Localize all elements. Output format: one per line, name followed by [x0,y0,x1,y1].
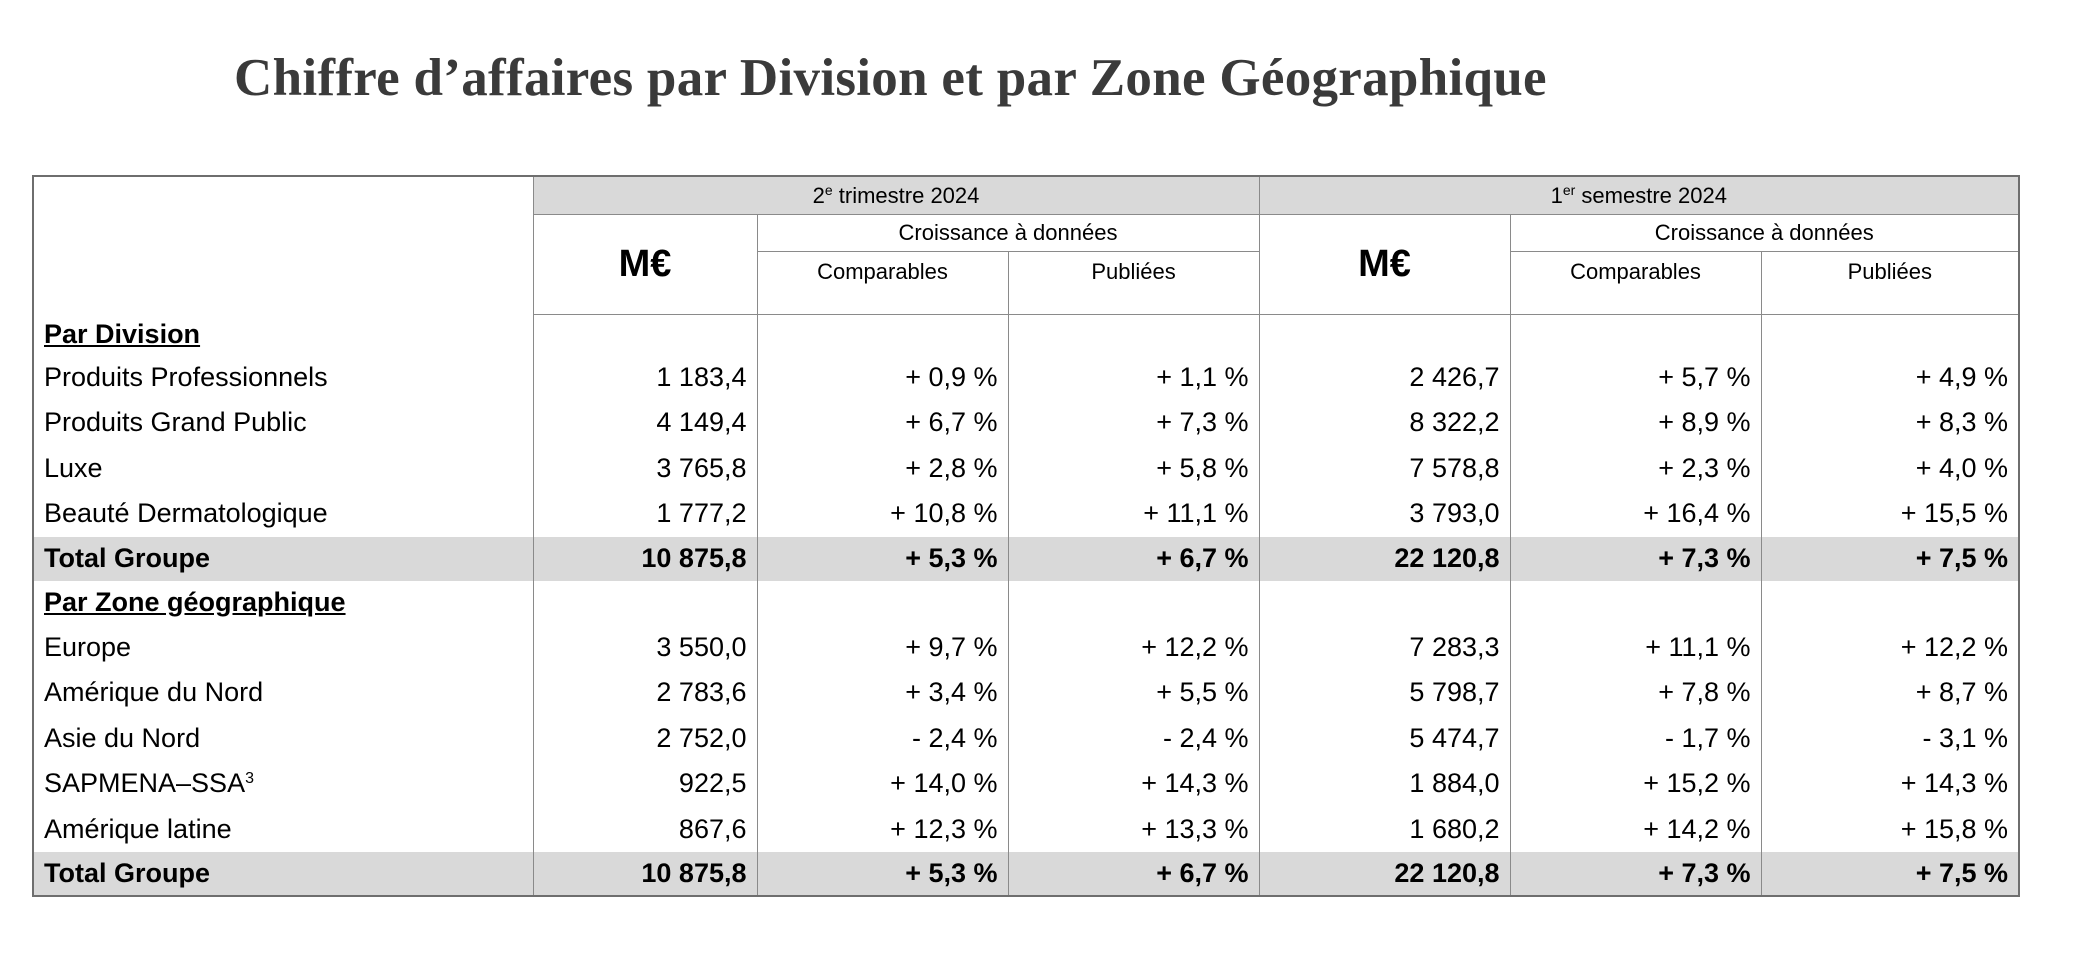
value-cell: 4 149,4 [533,400,757,446]
value-cell: + 2,8 % [757,446,1008,492]
value-cell: 2 783,6 [533,670,757,716]
total-label: Total Groupe [33,537,533,581]
col-publiees-q2: Publiées [1008,252,1259,315]
row-label [33,807,533,853]
unit-header-h1: M€ [1259,215,1510,315]
table-row [33,446,2019,492]
total-value-cell: + 7,5 % [1915,858,2009,888]
value-cell: + 4,9 % [1915,361,2009,392]
value-cell: - 3,1 % [1922,722,2009,753]
value-cell: - 2,4 % [1008,716,1259,762]
value-cell: + 5,8 % [1008,446,1259,492]
section-title: Par Division [33,315,533,355]
value-cell: + 1,1 % [1008,355,1259,401]
total-label: Total Groupe [33,852,533,896]
value-cell: 2 752,0 [533,716,757,762]
value-cell: + 11,1 % [1008,491,1259,537]
value-cell: + 8,9 % [1510,400,1761,446]
total-value-cell: 10 875,8 [533,852,757,896]
value-cell: + 15,8 % [1900,813,2009,844]
row-label [33,716,533,762]
value-cell: + 13,3 % [1008,807,1259,853]
empty-cell [1008,315,1259,355]
value-cell: 7 283,3 [1259,625,1510,671]
value-cell: + 10,8 % [757,491,1008,537]
col-comparables-h1: Comparables [1510,252,1761,315]
value-cell: 1 680,2 [1259,807,1510,853]
empty-cell [1259,315,1510,355]
row-label [33,355,533,401]
value-cell: 3 550,0 [533,625,757,671]
section-title: Par Zone géographique [33,581,533,625]
total-value-cell: + 7,5 % [1915,543,2009,573]
header-corner [33,176,533,315]
section-header-row [33,581,2019,625]
col-publiees-h1: Publiées [1761,252,2019,315]
empty-cell [1510,315,1761,355]
value-cell: + 7,3 % [1008,400,1259,446]
value-cell: + 16,4 % [1510,491,1761,537]
value-cell: + 4,0 % [1915,452,2009,483]
row-label [33,491,533,537]
empty-cell [533,581,757,625]
header-row-periods [33,176,2019,215]
period-header-q2: 2e trimestre 2024 [533,176,1259,215]
row-label-text: Asie du Nord [44,722,201,753]
value-cell: + 7,8 % [1510,670,1761,716]
table-row [33,807,2019,853]
value-cell: 1 777,2 [533,491,757,537]
col-comparables-q2: Comparables [757,252,1008,315]
row-label-text: Produits Grand Public [44,407,307,438]
row-label-text: SAPMENA–SSA [44,768,246,799]
value-cell: + 12,2 % [1008,625,1259,671]
row-label-text: Produits Professionnels [44,361,328,392]
value-cell: 1 183,4 [533,355,757,401]
total-row [33,852,2019,896]
empty-cell [533,315,757,355]
table-row [33,716,2019,762]
value-cell: + 5,5 % [1008,670,1259,716]
row-label [33,446,533,492]
empty-cell [757,315,1008,355]
total-value-cell: 22 120,8 [1259,852,1510,896]
value-cell: + 14,2 % [1510,807,1761,853]
value-cell: 1 884,0 [1259,761,1510,807]
row-label [33,761,533,807]
row-label [33,400,533,446]
total-value-cell: + 5,3 % [757,852,1008,896]
value-cell: 5 798,7 [1259,670,1510,716]
value-cell: 7 578,8 [1259,446,1510,492]
table-row [33,355,2019,401]
value-cell: 8 322,2 [1259,400,1510,446]
growth-header-h1: Croissance à données [1510,215,2019,252]
row-label-text: Europe [44,631,132,662]
table-row [33,761,2019,807]
revenue-table [32,175,2020,897]
unit-header-q2: M€ [533,215,757,315]
value-cell: 3 765,8 [533,446,757,492]
value-cell: - 2,4 % [757,716,1008,762]
empty-cell [1259,581,1510,625]
value-cell: + 5,7 % [1510,355,1761,401]
table-row [33,670,2019,716]
row-label [33,670,533,716]
growth-header-q2: Croissance à données [757,215,1259,252]
row-label-text: Luxe [44,452,103,483]
total-value-cell: + 7,3 % [1510,537,1761,581]
table-row [33,625,2019,671]
table-row [33,491,2019,537]
total-value-cell: 10 875,8 [533,537,757,581]
empty-cell [1008,581,1259,625]
value-cell: + 14,0 % [757,761,1008,807]
value-cell: 2 426,7 [1259,355,1510,401]
value-cell: + 14,3 % [1008,761,1259,807]
total-value-cell: 22 120,8 [1259,537,1510,581]
total-value-cell: + 6,7 % [1008,537,1259,581]
total-value-cell: + 6,7 % [1008,852,1259,896]
value-cell: + 2,3 % [1510,446,1761,492]
value-cell: + 8,7 % [1915,677,2009,708]
total-value-cell: + 5,3 % [757,537,1008,581]
value-cell: + 15,2 % [1510,761,1761,807]
footnote-marker: 3 [245,770,254,788]
row-label-text: Amérique latine [44,813,232,844]
page-title: Chiffre d’affaires par Division et par Zone Géographique [234,49,1547,107]
row-label [33,625,533,671]
value-cell: 3 793,0 [1259,491,1510,537]
value-cell: + 12,2 % [1900,631,2009,662]
row-label-text: Amérique du Nord [44,677,264,708]
value-cell: 922,5 [533,761,757,807]
value-cell: + 0,9 % [757,355,1008,401]
value-cell: + 9,7 % [757,625,1008,671]
total-value-cell: + 7,3 % [1510,852,1761,896]
value-cell: + 14,3 % [1900,768,2009,799]
value-cell: + 12,3 % [757,807,1008,853]
value-cell: - 1,7 % [1510,716,1761,762]
value-cell: + 3,4 % [757,670,1008,716]
value-cell: + 15,5 % [1900,498,2009,529]
section-header-row [33,315,2019,355]
value-cell: + 11,1 % [1510,625,1761,671]
row-label-text: Beauté Dermatologique [44,498,328,529]
empty-cell [1761,315,2019,355]
period-header-h1: 1er semestre 2024 [1259,176,2019,215]
total-row [33,537,2019,581]
empty-cell [1761,581,2019,625]
value-cell: + 8,3 % [1915,407,2009,438]
value-cell: 5 474,7 [1259,716,1510,762]
table-row [33,400,2019,446]
empty-cell [1510,581,1761,625]
value-cell: 867,6 [533,807,757,853]
value-cell: + 6,7 % [757,400,1008,446]
empty-cell [757,581,1008,625]
